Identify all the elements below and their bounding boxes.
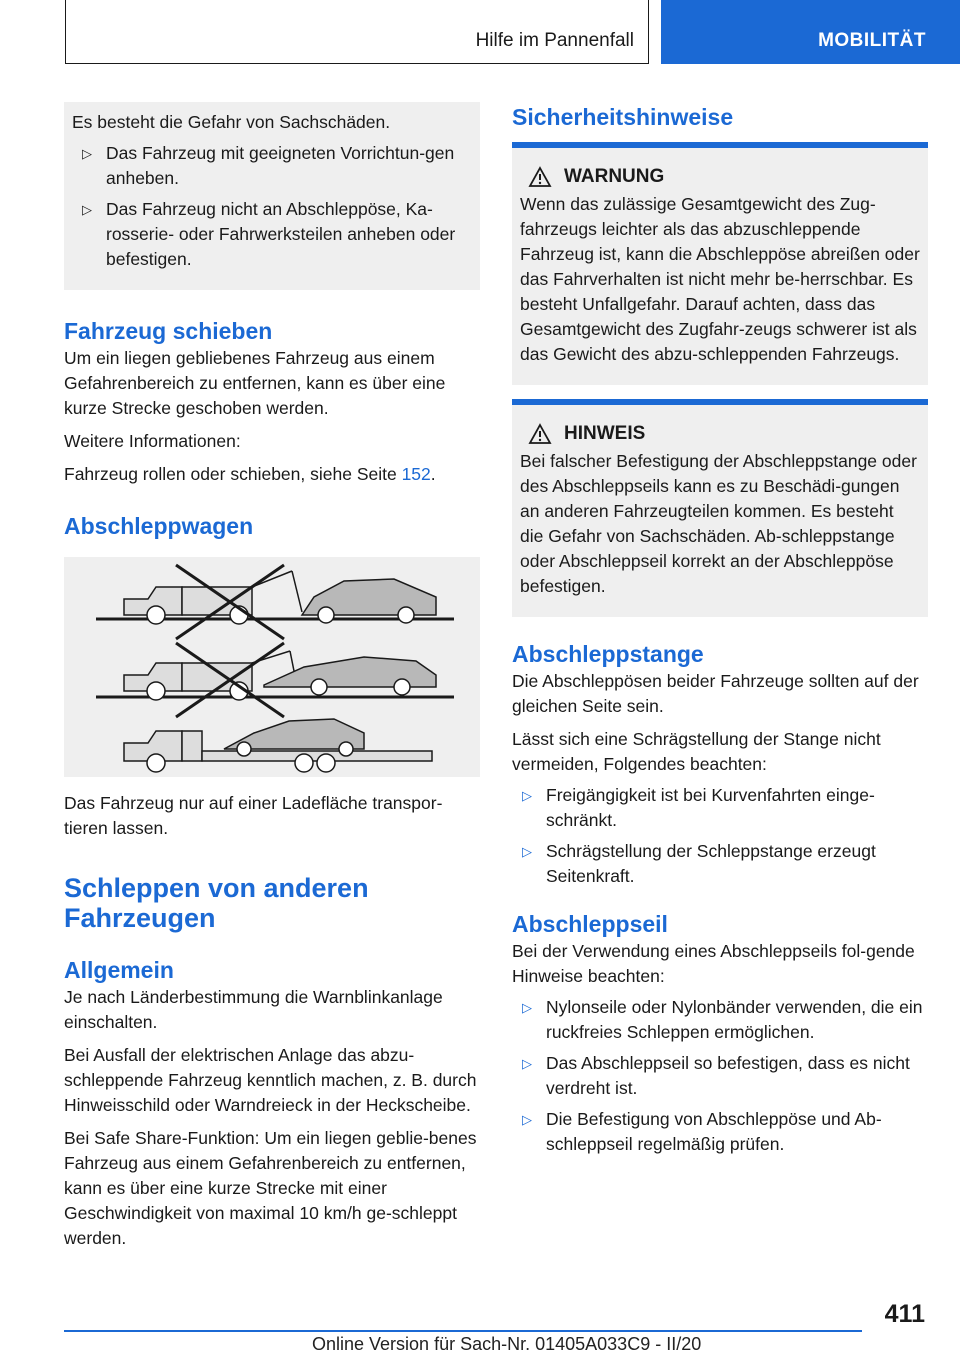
tow-truck-drawing [64, 557, 480, 777]
list-item: ▷ Das Abschleppseil so befestigen, dass es nicht verdreht ist. [522, 1053, 910, 1098]
triangle-bullet-icon: ▷ [522, 788, 532, 803]
triangle-bullet-icon: ▷ [522, 1000, 532, 1015]
notice-header [520, 423, 920, 445]
push-more: Weitere Informationen: [64, 431, 241, 451]
triangle-bullet-icon: ▷ [522, 844, 532, 859]
right-column [512, 102, 928, 1163]
tow-text: Das Fahrzeug nur auf einer Ladefläche transpor-tieren lassen. [64, 793, 443, 838]
warning-box [512, 142, 928, 385]
general-p3: Bei Safe Share-Funktion: Um ein liegen geblie-benes Fahrzeug aus einem Gefahrenbereich zu entfernen, kann es über eine kurze Strecke mit einer Geschwindigkeit von maximal 10 km/h ge-schleppt werden. [64, 1128, 477, 1248]
triangle-bullet-icon: ▷ [82, 202, 92, 217]
warning-triangle-icon [528, 166, 552, 188]
list-item: ▷ Nylonseile oder Nylonbänder verwenden, die ein ruckfreies Schleppen ermöglichen. [522, 997, 923, 1042]
warning-text: Wenn das zulässige Gesamtgewicht des Zug-fahrzeugs leichter als das abzuschleppende Fahrzeug ist, kann die Abschleppöse abreißen oder das Fahrverhalten ist nicht mehr be-herrschbar. Es besteht Unfallgefahr. Darauf achten, dass das Gesamtgewicht des Zugfahr-zeugs schwerer ist als das Gewicht des abzu-schleppenden Fahrzeugs. [520, 194, 920, 364]
heading-tow-rope: Abschleppseil [512, 911, 668, 937]
push-text: Um ein liegen gebliebenes Fahrzeug aus einem Gefahrenbereich zu entfernen, kann es über eine kurze Strecke geschoben werden. [64, 348, 446, 418]
list-item: ▷ Das Fahrzeug mit geeigneten Vorrichtun-gen anheben. [82, 143, 455, 188]
notice-text: Bei falscher Befestigung der Abschleppstange oder des Abschleppseils kann es zu Beschädi-gungen an anderen Fahrzeugteilen kommen. Es besteht die Gefahr von Sachschäden. Ab-schleppstange oder Abschleppseil korrekt an der Abschleppöse befestigen. [520, 451, 917, 596]
triangle-bullet-icon: ▷ [522, 1112, 532, 1127]
page-link-152[interactable]: 152 [401, 464, 431, 484]
bar-p2: Lässt sich eine Schrägstellung der Stange nicht vermeiden, Folgendes beachten: [512, 729, 881, 774]
property-damage-box [64, 102, 480, 290]
heading-safety: Sicherheitshinweise [512, 104, 734, 130]
list-item: ▷ Schrägstellung der Schleppstange erzeugt Seitenkraft. [522, 841, 876, 886]
header-section-title: Hilfe im Pannenfall [475, 30, 634, 51]
bar-p1: Die Abschleppösen beider Fahrzeuge sollten auf der gleichen Seite sein. [512, 671, 919, 716]
header-section-box [65, 0, 649, 64]
page-number: 411 [884, 1300, 925, 1328]
triangle-bullet-icon: ▷ [82, 146, 92, 161]
notice-box [512, 399, 928, 617]
heading-push: Fahrzeug schieben [64, 318, 273, 344]
heading-towing-other: Schleppen von anderen Fahrzeugen [64, 873, 369, 933]
box-intro: Es besteht die Gefahr von Sachschäden. [72, 112, 391, 132]
tow-truck-illustration [64, 557, 480, 777]
heading-general: Allgemein [64, 957, 174, 983]
general-p1: Je nach Länderbestimmung die Warnblinkanlage einschalten. [64, 987, 443, 1032]
heading-tow-truck: Abschleppwagen [64, 513, 254, 539]
rope-p1: Bei der Verwendung eines Abschleppseils fol-gende Hinweise beachten: [512, 941, 915, 986]
header-chapter-tab[interactable] [661, 0, 960, 64]
general-p2: Bei Ausfall der elektrischen Anlage das abzu-schleppende Fahrzeug kenntlich machen, z. B. durch Hinweisschild oder Warndreieck in der Heckscheibe. [64, 1045, 477, 1115]
list-item: ▷ Freigängigkeit ist bei Kurvenfahrten einge-schränkt. [522, 785, 875, 830]
heading-tow-bar: Abschleppstange [512, 641, 704, 667]
footer-version-text: Online Version für Sach-Nr. 01405A033C9 - II/20 [312, 1334, 702, 1354]
notice-label: HINWEIS [564, 423, 646, 444]
left-column [64, 102, 480, 1251]
list-item: ▷ Die Befestigung von Abschleppöse und Ab-schleppseil regelmäßig prüfen. [522, 1109, 882, 1154]
warning-label: WARNUNG [564, 166, 665, 187]
triangle-bullet-icon: ▷ [522, 1056, 532, 1071]
header-chapter-label: MOBILITÄT [818, 30, 926, 51]
warning-triangle-icon [528, 423, 552, 445]
footer-divider [64, 1330, 862, 1332]
push-ref: Fahrzeug rollen oder schieben, siehe Seite 152. [64, 464, 436, 484]
warning-header [520, 166, 920, 188]
list-item: ▷ Das Fahrzeug nicht an Abschleppöse, Ka-rosserie- oder Fahrwerksteilen anheben oder befestigen. [82, 199, 456, 269]
